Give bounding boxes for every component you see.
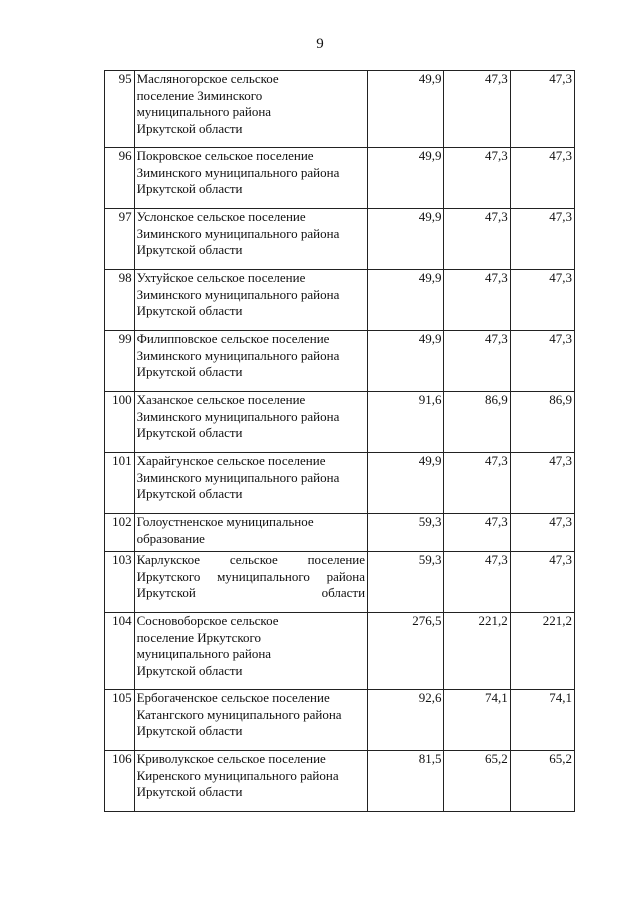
row-number: 98 (105, 270, 135, 331)
table-row (105, 552, 575, 613)
value-cell: 47,3 (444, 148, 510, 209)
value-cell: 47,3 (444, 552, 510, 613)
value-cell: 65,2 (444, 751, 510, 812)
value-cell: 81,5 (368, 751, 444, 812)
value-cell: 86,9 (444, 392, 510, 453)
settlement-name: Услонское сельское поселение Зиминского муниципального района Иркутской области (134, 209, 367, 270)
row-number: 102 (105, 514, 135, 552)
settlement-name: Карлукское сельское поселение Иркутского муниципального района Иркутской области (134, 552, 367, 613)
value-cell: 59,3 (368, 514, 444, 552)
settlement-name: Харайгунское сельское поселение Зиминского муниципального района Иркутской области (134, 453, 367, 514)
value-cell: 49,9 (368, 148, 444, 209)
settlement-name: Голоустненское муниципальное образование (134, 514, 367, 552)
settlement-name: Хазанское сельское поселение Зиминского муниципального района Иркутской области (134, 392, 367, 453)
value-cell: 49,9 (368, 270, 444, 331)
row-number: 105 (105, 690, 135, 751)
value-cell: 65,2 (510, 751, 574, 812)
table-row (105, 613, 575, 690)
table-row (105, 71, 575, 148)
value-cell: 47,3 (444, 514, 510, 552)
settlement-name: Масляногорское сельское поселение Зиминского муниципального района Иркутской области (134, 71, 367, 148)
value-cell: 49,9 (368, 71, 444, 148)
row-number: 97 (105, 209, 135, 270)
value-cell: 49,9 (368, 209, 444, 270)
value-cell: 47,3 (510, 71, 574, 148)
value-cell: 47,3 (444, 71, 510, 148)
table-row (105, 148, 575, 209)
value-cell: 47,3 (444, 453, 510, 514)
value-cell: 221,2 (444, 613, 510, 690)
settlement-name: Криволукское сельское поселение Киренского муниципального района Иркутской области (134, 751, 367, 812)
row-number: 106 (105, 751, 135, 812)
value-cell: 92,6 (368, 690, 444, 751)
settlement-name: Сосновоборское сельское поселение Иркутского муниципального района Иркутской области (134, 613, 367, 690)
row-number: 101 (105, 453, 135, 514)
value-cell: 47,3 (510, 270, 574, 331)
row-number: 95 (105, 71, 135, 148)
settlement-name: Ербогаченское сельское поселение Катангского муниципального района Иркутской области (134, 690, 367, 751)
table-row (105, 453, 575, 514)
row-number: 99 (105, 331, 135, 392)
value-cell: 47,3 (444, 331, 510, 392)
value-cell: 47,3 (444, 209, 510, 270)
data-table (104, 70, 575, 812)
table-row (105, 392, 575, 453)
row-number: 104 (105, 613, 135, 690)
value-cell: 74,1 (444, 690, 510, 751)
table-row (105, 751, 575, 812)
row-number: 103 (105, 552, 135, 613)
value-cell: 47,3 (510, 552, 574, 613)
value-cell: 276,5 (368, 613, 444, 690)
table-row (105, 514, 575, 552)
settlement-name: Ухтуйское сельское поселение Зиминского муниципального района Иркутской области (134, 270, 367, 331)
value-cell: 74,1 (510, 690, 574, 751)
value-cell: 49,9 (368, 453, 444, 514)
table-row (105, 331, 575, 392)
value-cell: 47,3 (510, 148, 574, 209)
row-number: 96 (105, 148, 135, 209)
value-cell: 47,3 (510, 453, 574, 514)
value-cell: 47,3 (510, 331, 574, 392)
table-row (105, 270, 575, 331)
value-cell: 221,2 (510, 613, 574, 690)
value-cell: 47,3 (510, 209, 574, 270)
value-cell: 47,3 (444, 270, 510, 331)
page-number: 9 (316, 36, 324, 52)
row-number: 100 (105, 392, 135, 453)
table-row (105, 209, 575, 270)
value-cell: 86,9 (510, 392, 574, 453)
value-cell: 91,6 (368, 392, 444, 453)
settlement-name: Покровское сельское поселение Зиминского муниципального района Иркутской области (134, 148, 367, 209)
value-cell: 59,3 (368, 552, 444, 613)
settlement-name: Филипповское сельское поселение Зиминского муниципального района Иркутской области (134, 331, 367, 392)
value-cell: 47,3 (510, 514, 574, 552)
value-cell: 49,9 (368, 331, 444, 392)
table-row (105, 690, 575, 751)
